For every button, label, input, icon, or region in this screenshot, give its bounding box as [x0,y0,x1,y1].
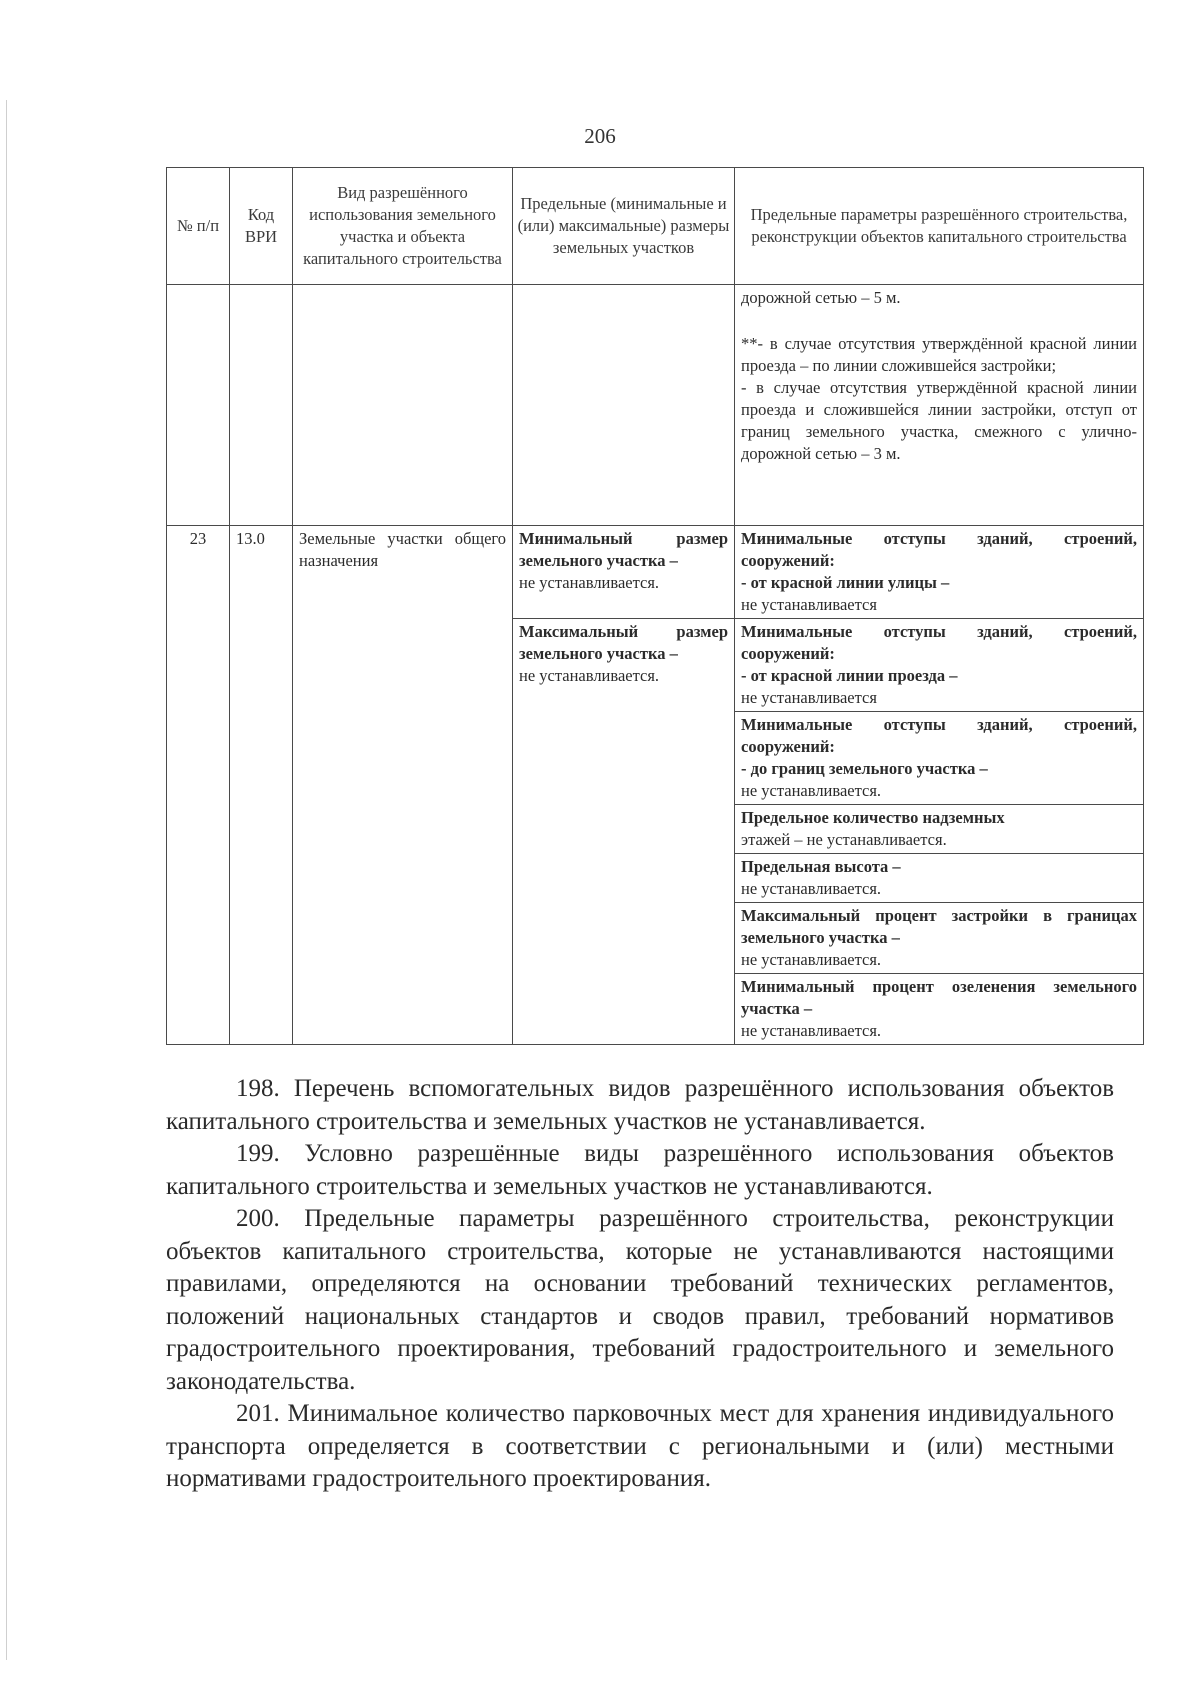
cell-row-number: 23 [167,526,230,1045]
param-label: Минимальные отступы зданий, строений, сооружений: [741,529,1137,570]
cell-param [735,619,1144,712]
paragraph-200: 200. Предельные параметры разрешённого строительства, реконструкции объектов капитального строительства, которые не устанавливаются настоящими правилами, определяются на основании требований технических регламентов, положений национальных стандартов и сводов правил, требований нормативов градостроительного проектирования, требований градостроительного и земельного законодательства. [166,1205,1114,1395]
param-value: – не устанавливается. [794,830,947,849]
header-number: № п/п [167,168,230,285]
min-size-label: Минимальный размер земельного участка – [519,529,728,570]
scan-edge-line [6,100,7,1660]
param-value: не устанавливается. [741,879,882,898]
cell-param [735,903,1144,974]
param-label: Максимальный процент застройки в границах земельного участка – [741,906,1137,947]
param-sublabel: этажей [741,830,791,849]
continuation-paragraph: - в случае отсутствия утверждённой красной линии проезда и сложившейся линии застройки, отступ от границ земельного участка, смежного с улично-дорожной сетью – 3 м. [741,378,1137,463]
param-value: не устанавливается. [741,1021,882,1040]
cell-param [735,974,1144,1045]
max-size-value: не устанавливается. [519,666,660,685]
max-size-label: Максимальный размер земельного участка – [519,622,728,663]
param-label: Минимальные отступы зданий, строений, сооружений: [741,715,1137,756]
body-text [166,1073,1114,1496]
header-code: Код ВРИ [230,168,293,285]
cell-param [735,854,1144,903]
table-row-continuation [167,285,1144,526]
param-value: не устанавливается [741,595,877,614]
cell-empty [293,285,513,526]
header-use-type: Вид разрешённого использования земельного участка и объекта капитального строительства [293,168,513,285]
cell-max-size [513,619,735,1045]
cell-param [735,712,1144,805]
param-sublabel: - от красной линии проезда – [741,666,958,685]
cell-empty [513,285,735,526]
cell-param [735,526,1144,619]
cell-min-size [513,526,735,619]
cell-param [735,805,1144,854]
cell-row-code: 13.0 [230,526,293,1045]
param-sublabel: - от красной линии улицы – [741,573,950,592]
paragraph-199: 199. Условно разрешённые виды разрешённого использования объектов капитального строительства и земельных участков не устанавливаются. [166,1140,1114,1200]
table-row [167,526,1144,619]
header-build-params: Предельные параметры разрешённого строительства, реконструкции объектов капитального строительства [735,168,1144,285]
page-number: 206 [584,124,616,148]
cell-row-use-type: Земельные участки общего назначения [293,526,513,1045]
continuation-paragraph: **- в случае отсутствия утверждённой красной линии проезда – по линии сложившейся застройки; [741,334,1137,375]
paragraph-198: 198. Перечень вспомогательных видов разрешённого использования объектов капитального строительства и земельных участков не устанавливается. [166,1075,1114,1135]
param-sublabel: - до границ земельного участка – [741,759,988,778]
table-header-row [167,168,1144,285]
param-label: Предельная высота – [741,857,901,876]
param-value: не устанавливается [741,688,877,707]
param-label: Минимальный процент озеленения земельного участка – [741,977,1137,1018]
param-label: Минимальные отступы зданий, строений, сооружений: [741,622,1137,663]
param-label: Предельное количество надземных [741,808,1005,827]
regulations-table [166,167,1144,1045]
param-value: не устанавливается. [741,781,882,800]
param-value: не устанавливается. [741,950,882,969]
min-size-value: не устанавливается. [519,573,660,592]
paragraph-201: 201. Минимальное количество парковочных мест для хранения индивидуального транспорта определяется в соответствии с региональными и (или) местными нормативами градостроительного проектирования. [166,1400,1114,1492]
continuation-line: дорожной сетью – 5 м. [741,288,901,307]
cell-empty [167,285,230,526]
cell-empty [230,285,293,526]
header-plot-sizes: Предельные (минимальные и (или) максимальные) размеры земельных участков [513,168,735,285]
cell-continuation-params [735,285,1144,526]
